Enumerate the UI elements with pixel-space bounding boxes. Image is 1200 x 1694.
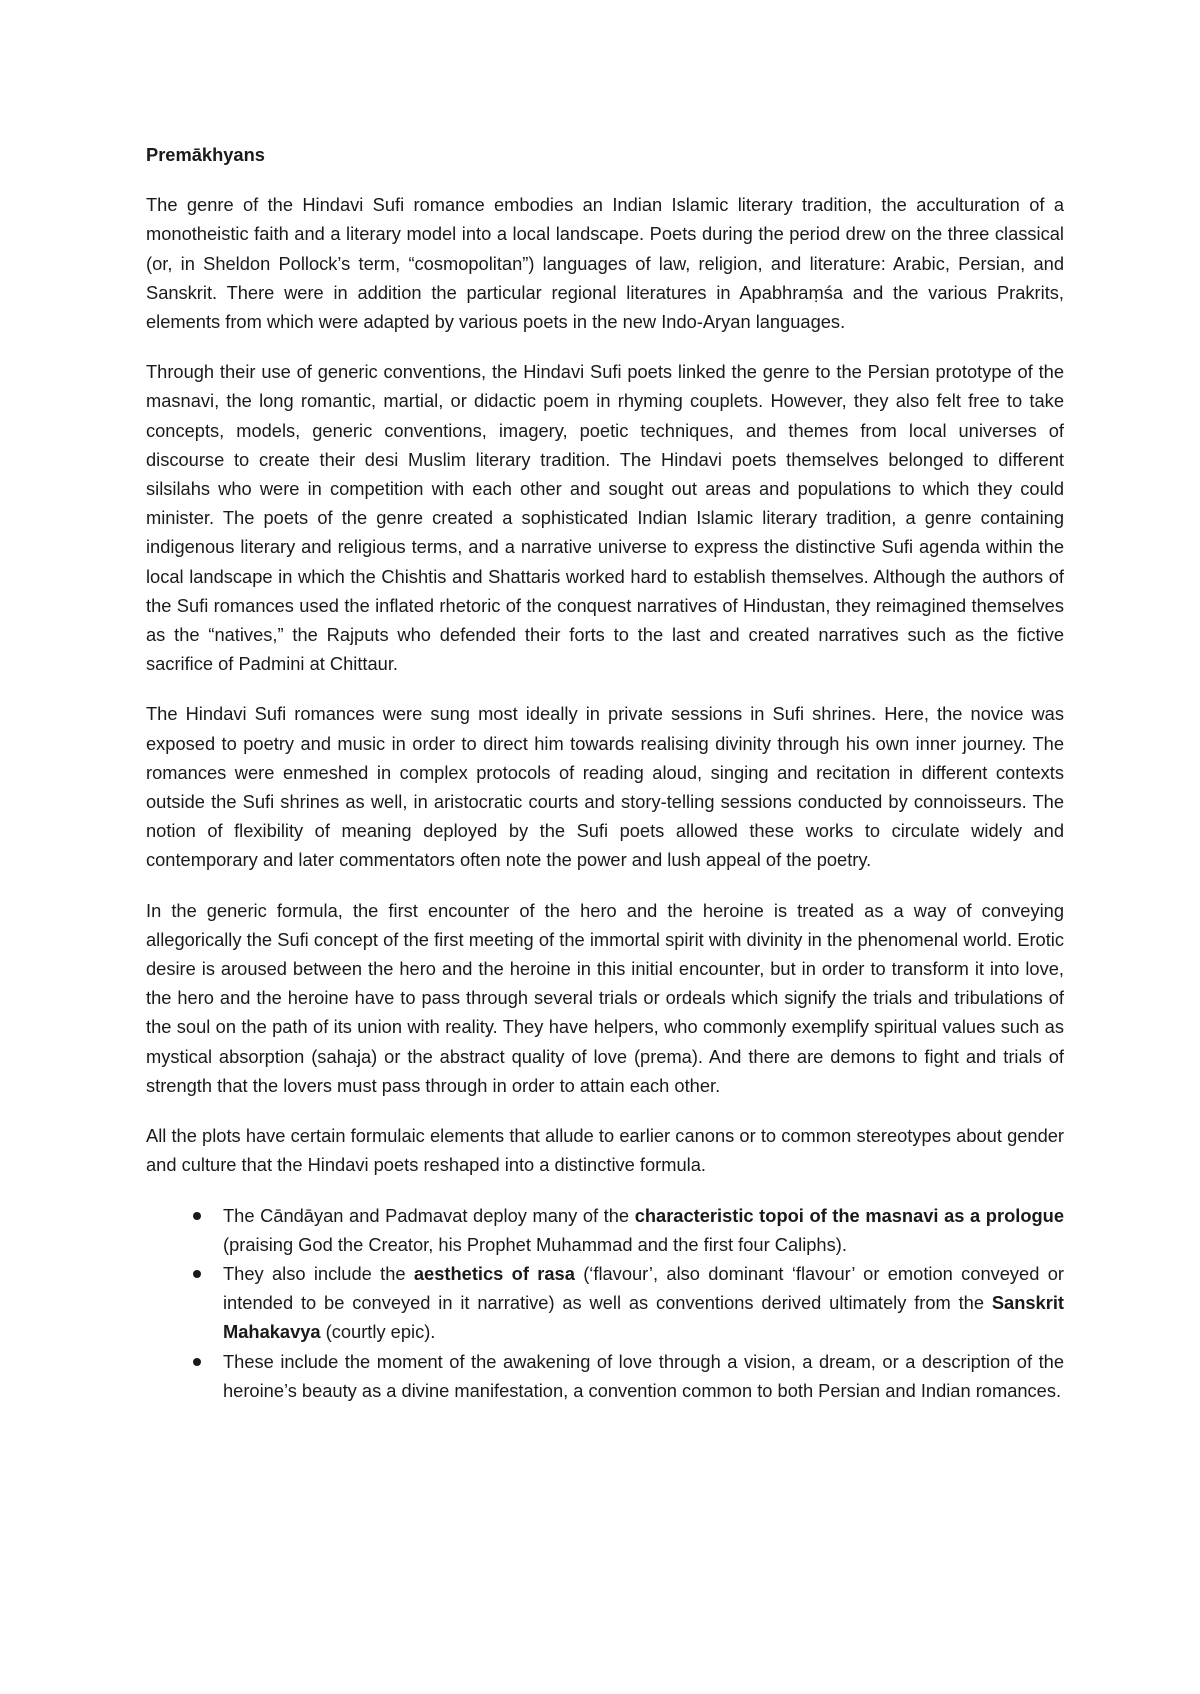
paragraph-3: The Hindavi Sufi romances were sung most ideally in private sessions in Sufi shrines. Here, the novice was exposed to poetry and music in order to direct him towards realising divinity through his own inner journey. The romances were enmeshed in complex protocols of reading aloud, singing and recitation in different contexts outside the Sufi shrines as well, in aristocratic courts and story-telling sessions conducted by connoisseurs. The notion of flexibility of meaning deployed by the Sufi poets allowed these works to circulate widely and contemporary and later commentators often note the power and lush appeal of the poetry. xyxy=(146,703,1064,871)
bullet-list xyxy=(146,1201,1064,1405)
bullet-item-2 xyxy=(223,1259,1064,1347)
bullet-item-3 xyxy=(223,1347,1064,1405)
bullet-2-text: They also include the xyxy=(223,1262,414,1284)
paragraph-5: All the plots have certain formulaic elements that allude to earlier canons or to common stereotypes about gender and culture that the Hindavi poets reshaped into a distinctive formula. xyxy=(146,1125,1064,1176)
bullet-1-text: The Cāndāyan and Padmavat deploy many of the xyxy=(223,1204,635,1226)
bullet-2-post: (courtly epic). xyxy=(320,1321,436,1343)
paragraph-1: The genre of the Hindavi Sufi romance embodies an Indian Islamic literary tradition, the acculturation of a monotheistic faith and a literary model into a local landscape. Poets during the period drew on the three classical (or, in Sheldon Pollock’s term, “cosmopolitan”) languages of law, religion, and literature: Arabic, Persian, and Sanskrit. There were in addition the particular regional literatures in Apabhraṃśa and the various Prakrits, elements from which were adapted by various poets in the new Indo-Aryan languages. xyxy=(146,194,1064,333)
bullet-1-bold: characteristic topoi of the masnavi as a prologue xyxy=(634,1204,1064,1226)
bullet-dot-icon xyxy=(193,1270,201,1278)
bullet-2-bold-2: Sanskrit Mahakavya xyxy=(223,1292,1064,1343)
bullet-item-1 xyxy=(223,1201,1064,1259)
paragraph-4: In the generic formula, the first encounter of the hero and the heroine is treated as a way of conveying allegorically the Sufi concept of the first meeting of the immortal spirit with divinity in the phenomenal world. Erotic desire is aroused between the hero and the heroine in this initial encounter, but in order to transform it into love, the hero and the heroine have to pass through several trials or ordeals which signify the trials and tribulations of the soul on the path of its union with reality. They have helpers, who commonly exemplify spiritual values such as mystical absorption (sahaja) or the abstract quality of love (prema). And there are demons to fight and trials of strength that the lovers must pass through in order to attain each other. xyxy=(146,899,1064,1096)
bullet-1-post: (praising God the Creator, his Prophet Muhammad and the first four Caliphs). xyxy=(223,1233,847,1255)
bullet-dot-icon xyxy=(193,1358,201,1366)
bullet-3-text: These include the moment of the awakening of love through a vision, a dream, or a description of the heroine’s beauty as a divine manifestation, a convention common to both Persian and Indian romances. xyxy=(223,1350,1064,1401)
bullet-2-mid: (‘flavour’, also dominant ‘flavour’ or emotion conveyed or intended to be conveyed in it narrative) as well as conventions derived ultimately from the xyxy=(223,1262,1064,1314)
paragraph-2: Through their use of generic conventions, the Hindavi Sufi poets linked the genre to the Persian prototype of the masnavi, the long romantic, martial, or didactic poem in rhyming couplets. However, they also felt free to take concepts, models, generic conventions, imagery, poetic techniques, and themes from local universes of discourse to create their desi Muslim literary tradition. The Hindavi poets themselves belonged to different silsilahs who were in competition with each other and sought out areas and populations to which they could minister. The poets of the genre created a sophisticated Indian Islamic literary tradition, a genre containing indigenous literary and religious terms, and a narrative universe to express the distinctive Sufi agenda within the local landscape in which the Chishtis and Shattaris worked hard to establish themselves. Although the authors of the Sufi romances used the inflated rhetoric of the conquest narratives of Hindustan, they reimagined themselves as the “natives,” the Rajputs who defended their forts to the last and created narratives such as the fictive sacrifice of Padmini at Chittaur. xyxy=(146,361,1064,675)
document-title: Premākhyans xyxy=(146,144,265,165)
bullet-2-bold: aesthetics of rasa xyxy=(413,1262,575,1284)
bullet-dot-icon xyxy=(193,1212,201,1220)
document-page xyxy=(146,140,1064,1405)
